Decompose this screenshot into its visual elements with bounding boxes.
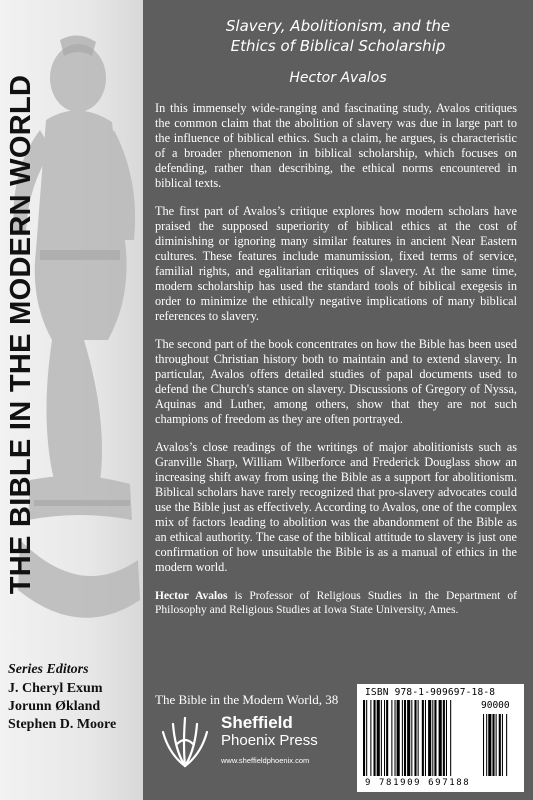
book-author: Hector Avalos — [289, 70, 387, 86]
publisher-name — [221, 714, 318, 750]
publisher-name-line: Sheffield — [221, 713, 293, 732]
author-bio-name: Hector Avalos — [155, 590, 228, 602]
barcode-panel — [357, 684, 524, 792]
book-title-line: Slavery, Abolitionism, and the — [225, 17, 451, 35]
publisher-name-line: Phoenix Press — [221, 732, 318, 749]
series-editor-name: J. Cheryl Exum — [8, 681, 103, 696]
series-editors — [8, 662, 143, 734]
series-editors-label: Series Editors — [8, 662, 89, 677]
blurb-paragraph: Avalos’s close readings of the writings of major abolitionists such as Granville Sharp, William Wilberforce and Frederick Douglass show an increasing shift away from using the Bible as a support for abolitionism. Biblical scholars have rarely recognized that pro-slavery advocates could use the Bible just as effectively. According to Avalos, one of the complex mix of factors leading to abolition was the abandonment of the Bible as an ethical authority. The case of the biblical attitude to slavery is just one confirmation of how unsuitable the Bible is as a manual of ethics in the modern world. — [155, 440, 517, 574]
barcode-digits: 9 781909 697188 — [365, 778, 471, 788]
publisher-block — [155, 712, 355, 778]
barcode-bars — [363, 700, 519, 778]
spine-series-title: THE BIBLE IN THE MODERN WORLD — [5, 74, 38, 594]
price-code: 90000 — [481, 700, 510, 711]
book-title-line: Ethics of Biblical Scholarship — [230, 37, 446, 55]
back-cover-main — [143, 0, 533, 800]
blurb — [155, 101, 517, 630]
author-bio — [155, 589, 517, 617]
spine-strip — [0, 0, 143, 800]
blurb-paragraph: In this immensely wide-ranging and fascinating study, Avalos critiques the common claim that the abolition of slavery was due in large part to the influence of biblical ethics. Such a claim, he argues, is characteristic of a broader phenomenon in biblical scholarship, which focuses on defending, rather than describing, the ethical norms encountered in biblical texts. — [155, 101, 517, 190]
phoenix-logo-icon — [155, 714, 215, 770]
series-editor-name: Jorunn Økland — [8, 699, 101, 714]
series-number: The Bible in the Modern World, 38 — [155, 692, 339, 707]
series-editor-name: Stephen D. Moore — [8, 717, 117, 732]
blurb-paragraph: The first part of Avalos’s critique explores how modern scholars have praised the supposed superiority of biblical ethics at the cost of diminishing or ignoring many similar features in ancient Near Eastern cultures. These features include manumission, fixed terms of service, familial rights, and egalitarian critiques of slavery. At the same time, modern scholarship has used the standard tools of biblical exegesis in order to minimize the ethically negative implications of many biblical references to slavery. — [155, 204, 517, 323]
publisher-url: www.sheffieldphoenix.com — [221, 756, 310, 765]
book-title — [143, 16, 533, 56]
author-bio-text: is Professor of Religious Studies in the Department of Philosophy and Religious Studies at Iowa State University, Ames. — [155, 590, 517, 616]
isbn-text: ISBN 978-1-909697-18-8 — [365, 687, 496, 698]
blurb-paragraph: The second part of the book concentrates on how the Bible has been used throughout Christian history both to maintain and to extend slavery. In particular, Avalos offers detailed studies of papal documents used to defend the Church's stance on slavery. Discussions of Gregory of Nyssa, Aquinas and Luther, among others, show that they are not such champions of freedom as they are often portrayed. — [155, 337, 517, 426]
